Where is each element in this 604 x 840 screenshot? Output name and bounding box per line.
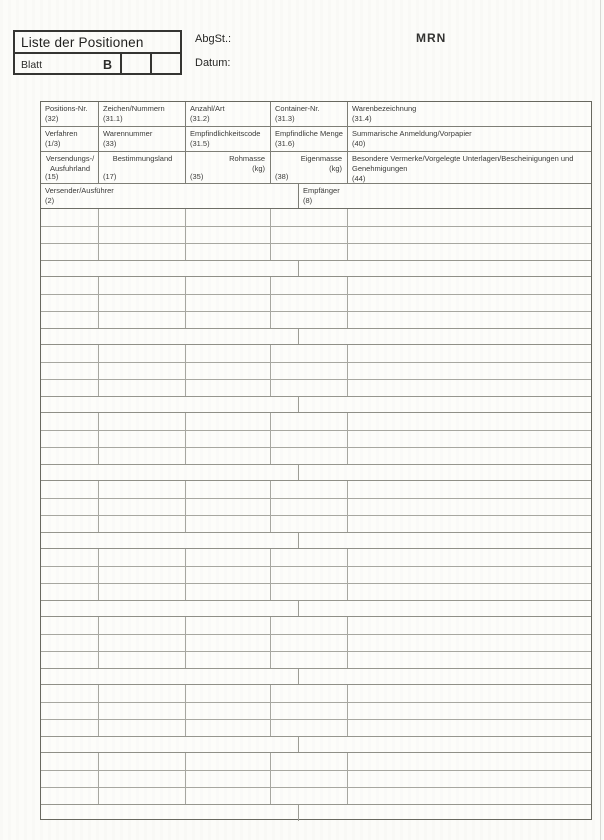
body-cell <box>41 635 99 651</box>
header-code: (32) <box>45 113 59 123</box>
item-row <box>41 295 591 312</box>
body-cell <box>186 244 271 260</box>
header-zeichen-nummern <box>99 102 186 126</box>
item-row-consignor-consignee <box>41 601 591 617</box>
item-block <box>41 753 591 821</box>
abgst-label: AbgSt.: <box>195 33 232 45</box>
scan-edge-artifact <box>600 0 601 840</box>
header-label: Empfindlichkeitscode <box>190 129 261 138</box>
body-cell <box>348 345 591 362</box>
body-cell <box>41 703 99 719</box>
body-cell <box>348 227 591 243</box>
item-row-consignor-consignee <box>41 669 591 685</box>
consignee-cell <box>299 465 591 480</box>
positions-table <box>40 101 592 820</box>
header-besondere-vermerke <box>348 152 591 183</box>
body-cell <box>271 244 348 260</box>
body-cell <box>41 277 99 294</box>
consignee-cell <box>299 261 591 276</box>
header-label: Warenbezeichnung <box>352 104 417 113</box>
header-empfindliche-menge <box>271 127 348 151</box>
item-row <box>41 312 591 329</box>
body-cell <box>186 617 271 634</box>
body-cell <box>348 703 591 719</box>
body-cell <box>99 345 186 362</box>
body-cell <box>348 380 591 396</box>
consignor-cell <box>41 261 299 276</box>
item-row <box>41 584 591 601</box>
header-label: Container-Nr. <box>275 104 320 113</box>
item-block <box>41 345 591 413</box>
header-code: (31.3) <box>275 113 295 123</box>
header-code: (44) <box>352 173 366 183</box>
body-cell <box>186 413 271 430</box>
body-cell <box>348 771 591 787</box>
consignee-cell <box>299 329 591 344</box>
body-cell <box>41 617 99 634</box>
consignor-cell <box>41 329 299 344</box>
body-cell <box>99 431 186 447</box>
body-cell <box>271 617 348 634</box>
item-row <box>41 227 591 244</box>
body-cell <box>271 753 348 770</box>
sheet-empty-cell-1 <box>120 54 150 75</box>
header-code: (31.2) <box>190 113 210 123</box>
header-code: (31.5) <box>190 138 210 148</box>
item-row <box>41 431 591 448</box>
body-cell <box>186 227 271 243</box>
body-cell <box>186 345 271 362</box>
consignor-cell <box>41 805 299 821</box>
body-cell <box>41 481 99 498</box>
item-row-consignor-consignee <box>41 737 591 753</box>
body-cell <box>41 652 99 668</box>
body-cell <box>348 312 591 328</box>
body-cell <box>99 753 186 770</box>
body-cell <box>41 345 99 362</box>
item-block <box>41 277 591 345</box>
body-cell <box>348 685 591 702</box>
body-cell <box>186 771 271 787</box>
body-cell <box>348 295 591 311</box>
item-row <box>41 635 591 652</box>
header-warenbezeichnung <box>348 102 591 126</box>
body-cell <box>41 363 99 379</box>
body-cell <box>271 295 348 311</box>
body-cell <box>41 549 99 566</box>
body-cell <box>348 499 591 515</box>
consignee-cell <box>299 397 591 412</box>
item-row-consignor-consignee <box>41 465 591 481</box>
body-cell <box>99 448 186 464</box>
body-cell <box>186 499 271 515</box>
body-cell <box>186 209 271 226</box>
sheet-row <box>15 54 180 75</box>
header-summarische-anmeldung <box>348 127 591 151</box>
body-cell <box>99 227 186 243</box>
body-cell <box>348 244 591 260</box>
body-cell <box>99 635 186 651</box>
body-cell <box>186 567 271 583</box>
body-cell <box>348 788 591 804</box>
item-row <box>41 753 591 771</box>
body-cell <box>186 549 271 566</box>
body-cell <box>271 363 348 379</box>
sheet-empty-cell-2 <box>150 54 180 75</box>
header-container-nr <box>271 102 348 126</box>
body-cell <box>99 363 186 379</box>
body-cell <box>186 753 271 770</box>
body-cell <box>186 516 271 532</box>
page-title: Liste der Positionen <box>21 34 144 50</box>
body-cell <box>271 380 348 396</box>
body-cell <box>348 753 591 770</box>
body-cell <box>41 584 99 600</box>
body-cell <box>348 448 591 464</box>
item-row <box>41 363 591 380</box>
body-cell <box>99 312 186 328</box>
item-row <box>41 788 591 805</box>
body-cell <box>348 549 591 566</box>
body-cell <box>41 720 99 736</box>
body-cell <box>41 413 99 430</box>
body-cell <box>99 481 186 498</box>
header-empfindlichkeitscode <box>186 127 271 151</box>
body-cell <box>348 652 591 668</box>
consignee-cell <box>299 737 591 752</box>
item-block <box>41 617 591 685</box>
consignor-cell <box>41 465 299 480</box>
body-cell <box>99 771 186 787</box>
body-cell <box>348 617 591 634</box>
item-row-consignor-consignee <box>41 805 591 821</box>
body-cell <box>271 481 348 498</box>
body-cell <box>99 295 186 311</box>
item-block <box>41 481 591 549</box>
consignor-cell <box>41 669 299 684</box>
sheet-label: Blatt <box>21 58 43 71</box>
item-row <box>41 413 591 431</box>
item-row <box>41 549 591 567</box>
body-cell <box>271 431 348 447</box>
header-code: (17) <box>103 172 117 182</box>
mrn-label: MRN <box>416 31 447 45</box>
body-cell <box>99 277 186 294</box>
item-row <box>41 448 591 465</box>
item-row-consignor-consignee <box>41 533 591 549</box>
body-cell <box>99 720 186 736</box>
body-cell <box>271 703 348 719</box>
table-header-row-2 <box>41 127 591 152</box>
item-block <box>41 549 591 617</box>
item-row <box>41 771 591 788</box>
body-cell <box>41 312 99 328</box>
body-cell <box>186 635 271 651</box>
body-cell <box>186 584 271 600</box>
item-row <box>41 720 591 737</box>
header-versendungsland <box>41 152 99 183</box>
consignee-cell <box>299 601 591 616</box>
body-cell <box>99 380 186 396</box>
body-cell <box>186 481 271 498</box>
item-row <box>41 617 591 635</box>
header-code: (33) <box>103 138 117 148</box>
body-cell <box>271 277 348 294</box>
item-block <box>41 209 591 277</box>
datum-label: Datum: <box>195 57 231 69</box>
body-cell <box>41 244 99 260</box>
body-cell <box>41 771 99 787</box>
consignee-cell <box>299 669 591 684</box>
body-cell <box>271 345 348 362</box>
header-bestimmungsland <box>99 152 186 183</box>
body-cell <box>271 549 348 566</box>
body-cell <box>271 448 348 464</box>
body-cell <box>99 685 186 702</box>
body-cell <box>186 277 271 294</box>
header-code: (8) <box>303 195 313 205</box>
body-cell <box>41 499 99 515</box>
consignee-cell <box>299 533 591 548</box>
header-anzahl-art <box>186 102 271 126</box>
header-code: (2) <box>45 195 55 205</box>
header-eigenmasse <box>271 152 348 183</box>
body-cell <box>348 277 591 294</box>
body-cell <box>271 516 348 532</box>
header-label: Empfindliche Menge <box>275 129 343 138</box>
body-cell <box>186 431 271 447</box>
item-row <box>41 244 591 261</box>
body-cell <box>348 635 591 651</box>
item-block <box>41 685 591 753</box>
body-cell <box>348 584 591 600</box>
body-cell <box>99 617 186 634</box>
header-label: Positions-Nr. <box>45 104 88 113</box>
header-label: Anzahl/Art <box>190 104 225 113</box>
header-label: Ausfuhrland <box>49 163 91 173</box>
body-cell <box>186 380 271 396</box>
consignor-cell <box>41 533 299 548</box>
body-cell <box>99 549 186 566</box>
header-versender-ausfuehrer <box>41 184 299 208</box>
header-warennummer <box>99 127 186 151</box>
body-cell <box>271 771 348 787</box>
item-row <box>41 380 591 397</box>
item-row <box>41 685 591 703</box>
header-label: Besondere Vermerke/Vorgelegte Unterlagen/Bescheinigungen und <box>352 154 574 163</box>
header-label: Verfahren <box>45 129 78 138</box>
body-cell <box>186 720 271 736</box>
header-verfahren <box>41 127 99 151</box>
body-cell <box>271 413 348 430</box>
header-code: (31.1) <box>103 113 123 123</box>
item-block <box>41 413 591 481</box>
body-cell <box>99 209 186 226</box>
header-code: (35) <box>190 172 204 182</box>
sheet-value: B <box>102 57 112 72</box>
body-cell <box>99 244 186 260</box>
table-body <box>41 209 591 821</box>
body-cell <box>271 720 348 736</box>
body-cell <box>99 703 186 719</box>
body-cell <box>271 209 348 226</box>
body-cell <box>41 431 99 447</box>
header-code: (31.6) <box>275 138 295 148</box>
body-cell <box>41 516 99 532</box>
body-cell <box>99 413 186 430</box>
title-row <box>15 32 180 54</box>
header-label: Zeichen/Nummern <box>103 104 165 113</box>
body-cell <box>186 652 271 668</box>
header-label: Versender/Ausführer <box>45 186 114 195</box>
header-code: (15) <box>45 172 59 182</box>
title-box <box>13 30 182 75</box>
header-label: Genehmigungen <box>352 163 408 173</box>
item-row <box>41 499 591 516</box>
item-row <box>41 277 591 295</box>
table-header-row-1 <box>41 102 591 127</box>
body-cell <box>186 448 271 464</box>
header-code: (40) <box>352 138 366 148</box>
item-row-consignor-consignee <box>41 329 591 345</box>
body-cell <box>271 584 348 600</box>
body-cell <box>41 380 99 396</box>
body-cell <box>41 567 99 583</box>
header-label: Versendungs-/ <box>45 154 95 163</box>
body-cell <box>348 363 591 379</box>
body-cell <box>41 295 99 311</box>
body-cell <box>41 209 99 226</box>
item-row <box>41 516 591 533</box>
body-cell <box>99 567 186 583</box>
header-code: (1/3) <box>45 138 61 148</box>
body-cell <box>348 481 591 498</box>
header-label: (kg) <box>252 163 265 173</box>
body-cell <box>271 788 348 804</box>
item-row <box>41 652 591 669</box>
body-cell <box>348 720 591 736</box>
item-row-consignor-consignee <box>41 397 591 413</box>
body-cell <box>348 413 591 430</box>
body-cell <box>348 431 591 447</box>
table-header-row-4 <box>41 184 591 209</box>
consignor-cell <box>41 397 299 412</box>
header-label: Bestimmungsland <box>112 154 173 163</box>
item-row-consignor-consignee <box>41 261 591 277</box>
header-positions-nr <box>41 102 99 126</box>
item-row <box>41 345 591 363</box>
body-cell <box>41 788 99 804</box>
body-cell <box>271 312 348 328</box>
consignor-cell <box>41 737 299 752</box>
body-cell <box>41 448 99 464</box>
consignee-cell <box>299 805 591 821</box>
table-header-row-3 <box>41 152 591 184</box>
header-rohmasse <box>186 152 271 183</box>
sheet-label-cell <box>15 54 120 75</box>
body-cell <box>41 685 99 702</box>
body-cell <box>348 516 591 532</box>
body-cell <box>186 295 271 311</box>
body-cell <box>99 788 186 804</box>
body-cell <box>99 499 186 515</box>
header-label: Rohmasse <box>229 154 265 163</box>
body-cell <box>99 652 186 668</box>
body-cell <box>186 363 271 379</box>
header-label: Summarische Anmeldung/Vorpapier <box>352 129 472 138</box>
item-row <box>41 481 591 499</box>
header-code: (38) <box>275 172 289 182</box>
item-row <box>41 567 591 584</box>
body-cell <box>271 635 348 651</box>
header-code: (31.4) <box>352 113 372 123</box>
header-label: (kg) <box>329 163 342 173</box>
body-cell <box>348 567 591 583</box>
body-cell <box>186 685 271 702</box>
body-cell <box>271 227 348 243</box>
body-cell <box>99 516 186 532</box>
consignor-cell <box>41 601 299 616</box>
header-empfaenger <box>299 184 591 208</box>
body-cell <box>186 788 271 804</box>
body-cell <box>271 685 348 702</box>
item-row <box>41 209 591 227</box>
body-cell <box>41 227 99 243</box>
body-cell <box>186 703 271 719</box>
body-cell <box>99 584 186 600</box>
header-label: Empfänger <box>303 186 340 195</box>
body-cell <box>271 499 348 515</box>
header-label: Warennummer <box>103 129 153 138</box>
body-cell <box>186 312 271 328</box>
header-label: Eigenmasse <box>300 154 342 163</box>
body-cell <box>271 567 348 583</box>
body-cell <box>271 652 348 668</box>
item-row <box>41 703 591 720</box>
body-cell <box>348 209 591 226</box>
body-cell <box>41 753 99 770</box>
